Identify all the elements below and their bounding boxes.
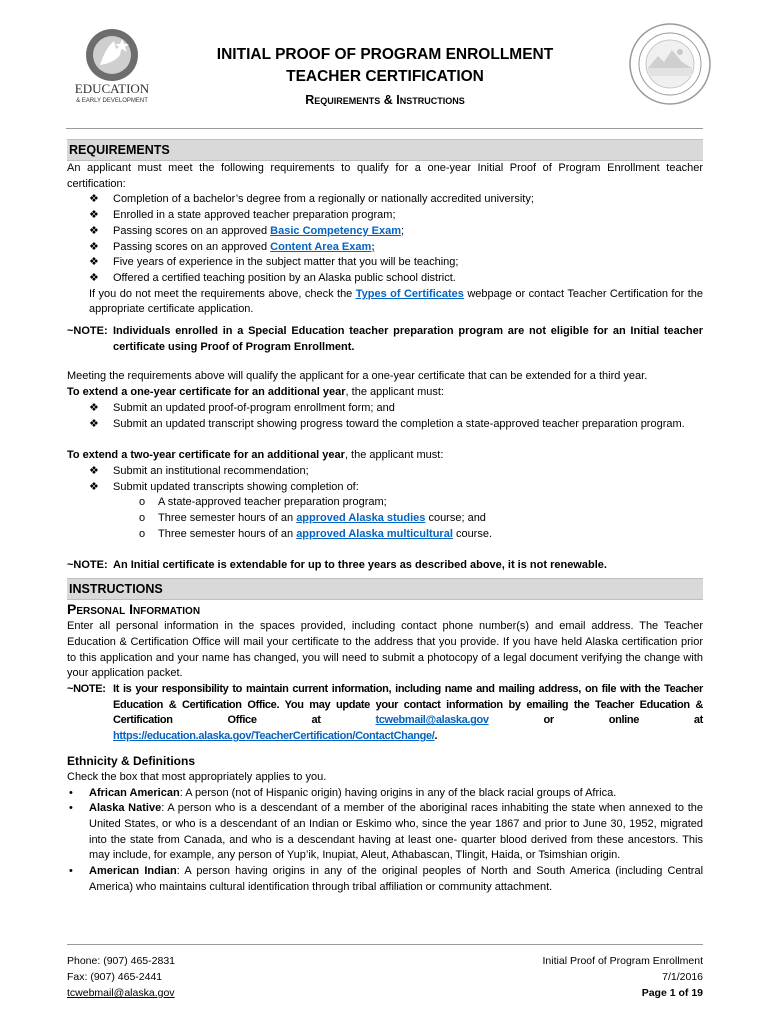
list-item: ❖ Submit updated transcripts showing completion of: bbox=[67, 480, 703, 496]
list-item: • Alaska Native: A person who is a descendant of a member of the aboriginal races inhabiting the state when annexed to the United States, or who is a descendant of an Indian or Eskimo who, since the year 1867 and prior to June 30, 1952, migrated into the state from Canada, and who is a descendant having at least one- quarter blood derived from these ancestors. This may include, for example, any person of Yup’ik, Inupiat, Aleut, Athabascan, Tlingit, Haida, or Tsimshian origin. bbox=[69, 802, 703, 862]
bullet-icon: • bbox=[69, 865, 73, 878]
diamond-bullet-icon: ❖ bbox=[89, 240, 99, 253]
types-of-certificates-link[interactable]: Types of Certificates bbox=[355, 287, 464, 300]
list-item: ❖ Completion of a bachelor’s degree from a regionally or nationally accredited university; bbox=[67, 192, 703, 208]
circle-bullet-icon: o bbox=[139, 496, 146, 509]
footer-page-number: Page 1 of 19 bbox=[641, 987, 703, 999]
requirements-intro: An applicant must meet the following requirements to qualify for a one-year Initial Proof of Program Enrollment teacher certification: bbox=[67, 162, 703, 190]
sub-list-item: o Three semester hours of an approved Alaska multicultural course. bbox=[67, 527, 703, 543]
diamond-bullet-icon: ❖ bbox=[89, 256, 99, 269]
requirements-heading: REQUIREMENTS bbox=[67, 139, 703, 161]
list-item: ❖ Submit an institutional recommendation; bbox=[67, 464, 703, 480]
title-line-2: TEACHER CERTIFICATION bbox=[286, 68, 484, 85]
footer-doc-name: Initial Proof of Program Enrollment bbox=[542, 955, 703, 967]
svg-text:& EARLY DEVELOPMENT: & EARLY DEVELOPMENT bbox=[76, 98, 148, 104]
list-item: ❖ Enrolled in a state approved teacher preparation program; bbox=[67, 208, 703, 224]
ethnicity-intro: Check the box that most appropriately applies to you. bbox=[67, 770, 327, 783]
diamond-bullet-icon: ❖ bbox=[89, 401, 99, 414]
diamond-bullet-icon: ❖ bbox=[89, 464, 99, 477]
alaska-multicultural-link[interactable]: approved Alaska multicultural bbox=[296, 527, 453, 540]
personal-information-heading: Personal Information bbox=[67, 601, 201, 618]
note-special-education: ~NOTE: Individuals enrolled in a Special Education teacher preparation program are not eligible for an Initial teacher certificate using Proof of Program Enrollment. bbox=[67, 325, 703, 353]
circle-bullet-icon: o bbox=[139, 527, 146, 540]
footer-email-link[interactable]: tcwebmail@alaska.gov bbox=[67, 987, 175, 999]
document-title bbox=[180, 44, 590, 112]
diamond-bullet-icon: ❖ bbox=[89, 209, 99, 222]
list-item: ❖ Passing scores on an approved Content Area Exam; bbox=[67, 240, 703, 256]
list-item: ❖ Offered a certified teaching position by an Alaska public school district. bbox=[67, 271, 703, 287]
meeting-requirements-text: Meeting the requirements above will qualify the applicant for a one-year certificate that can be extended for a third year. bbox=[67, 370, 648, 383]
svg-text:EDUCATION: EDUCATION bbox=[74, 81, 150, 96]
contact-change-link[interactable]: https://education.alaska.gov/TeacherCertification/ContactChange/ bbox=[113, 730, 435, 743]
bullet-icon: • bbox=[69, 786, 73, 799]
types-of-certificates-paragraph: If you do not meet the requirements above, check the Types of Certificates webpage or contact Teacher Certification for the appropriate certificate application. bbox=[89, 287, 704, 316]
sub-list-item: o A state-approved teacher preparation program; bbox=[67, 495, 703, 511]
diamond-bullet-icon: ❖ bbox=[89, 193, 99, 206]
main-content bbox=[67, 139, 703, 895]
list-item: • American Indian: A person having origins in any of the original peoples of North and South America (including Central America) who maintains cultural identification through tribal affiliation or community attachment. bbox=[69, 865, 704, 893]
list-item: ❖ Submit an updated transcript showing progress toward the completion a state-approved teacher preparation program. bbox=[67, 417, 703, 433]
alaska-studies-link[interactable]: approved Alaska studies bbox=[296, 512, 426, 525]
circle-bullet-icon: o bbox=[139, 512, 146, 525]
tcwebmail-link[interactable]: tcwebmail@alaska.gov bbox=[375, 714, 489, 727]
state-of-alaska-seal bbox=[628, 22, 712, 106]
extend-one-year-text: To extend a one-year certificate for an additional year, the applicant must: bbox=[67, 386, 444, 399]
diamond-bullet-icon: ❖ bbox=[89, 271, 99, 284]
instructions-heading: INSTRUCTIONS bbox=[67, 578, 703, 600]
header-rule bbox=[66, 128, 703, 129]
note-not-renewable: ~NOTE: An Initial certificate is extendable for up to three years as described above, it is not renewable. bbox=[67, 559, 607, 572]
bullet-icon: • bbox=[69, 802, 73, 815]
personal-information-text: Enter all personal information in the spaces provided, including contact phone number(s) and email address. The Teacher Education & Certification Office will mail your certificate to the address that you provide. If you have held Alaska certification prior to this application and your name has changed, you will need to submit a photocopy of a legal document verifying the change with your application packet. bbox=[67, 620, 703, 680]
list-item: ❖ Five years of experience in the subject matter that you will be teaching; bbox=[67, 255, 703, 271]
note-contact-info: ~NOTE: It is your responsibility to maintain current information, including name and mailing address, on file with the Teacher Education & Certification Office. You may update your contact information by emailing the Teacher Education & Certification Office at tcwebmail@alaska.gov or online at https://education.alaska.gov/TeacherCertification/ContactChange/. bbox=[67, 682, 703, 743]
basic-competency-exam-link[interactable]: Basic Competency Exam bbox=[270, 224, 401, 237]
page-footer bbox=[67, 944, 703, 999]
extend-two-year-text: To extend a two-year certificate for an additional year, the applicant must: bbox=[67, 449, 444, 462]
ethnicity-heading: Ethnicity & Definitions bbox=[67, 753, 196, 768]
list-item: • African American: A person (not of Hispanic origin) having origins in any of the black racial groups of Africa. bbox=[67, 786, 703, 802]
diamond-bullet-icon: ❖ bbox=[89, 224, 99, 237]
title-line-3: Requirements & Instructions bbox=[305, 93, 465, 107]
footer-fax: Fax: (907) 465-2441 bbox=[67, 971, 163, 983]
title-line-1: INITIAL PROOF OF PROGRAM ENROLLMENT bbox=[216, 46, 554, 63]
diamond-bullet-icon: ❖ bbox=[89, 480, 99, 493]
list-item: ❖ Submit an updated proof-of-program enrollment form; and bbox=[67, 401, 703, 417]
diamond-bullet-icon: ❖ bbox=[89, 417, 99, 430]
footer-date: 7/1/2016 bbox=[662, 971, 703, 983]
department-of-education-logo bbox=[70, 25, 154, 105]
sub-list-item: o Three semester hours of an approved Alaska studies course; and bbox=[67, 511, 703, 527]
footer-phone: Phone: (907) 465-2831 bbox=[67, 955, 175, 967]
content-area-exam-link[interactable]: Content Area Exam; bbox=[270, 240, 375, 253]
list-item: ❖ Passing scores on an approved Basic Competency Exam; bbox=[67, 224, 703, 240]
